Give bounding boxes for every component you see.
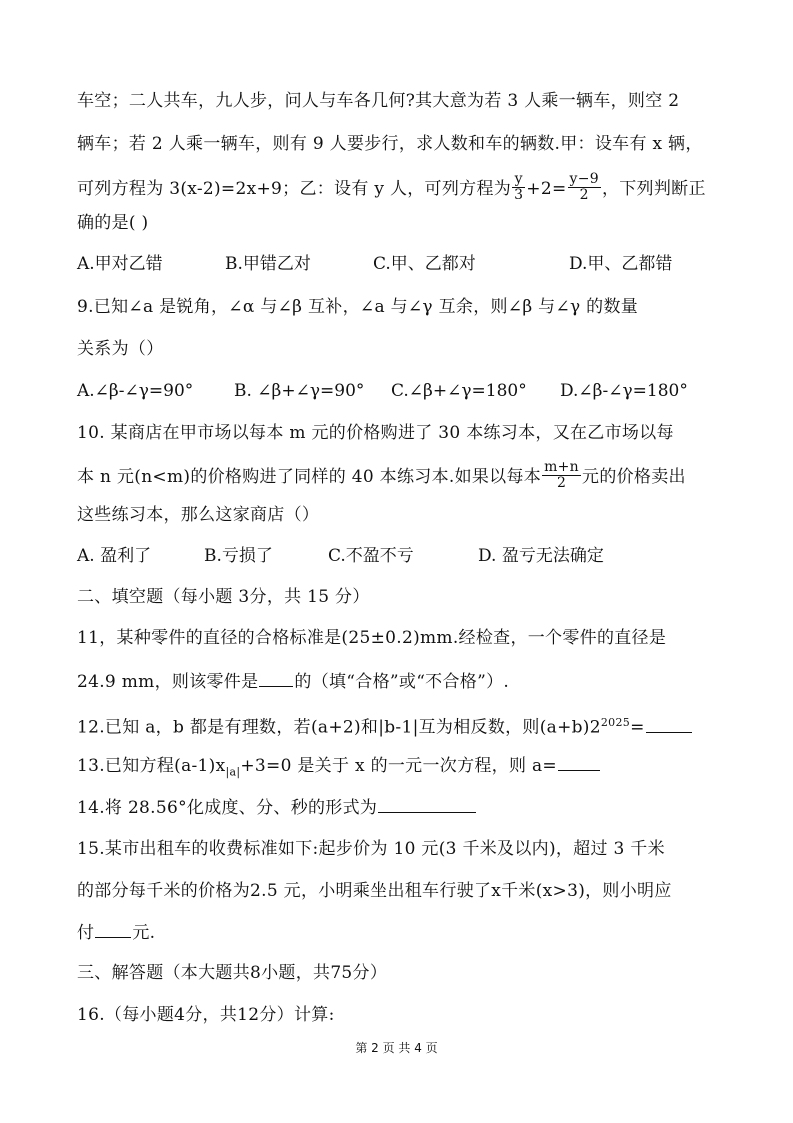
q11-answer-blank[interactable] — [259, 670, 293, 687]
q9-option-b: B. ∠β+∠γ=90° — [234, 381, 365, 401]
q15-answer-blank[interactable] — [95, 921, 131, 938]
q12-text-b: = — [630, 717, 645, 738]
q9-option-c: C.∠β+∠γ=180° — [391, 381, 527, 401]
q12-exponent: 2025 — [600, 716, 631, 729]
q10-line-2-text-b: 元的价格卖出 — [582, 467, 686, 487]
q8-option-a: A.甲对乙错 — [77, 254, 163, 274]
q12-answer-blank[interactable] — [646, 716, 692, 733]
q10-line-2 — [77, 459, 686, 493]
fraction-denominator: 2 — [579, 187, 589, 203]
page-footer: 第 2 页 共 4 页 — [355, 1041, 438, 1055]
q9-option-d: D.∠β-∠γ=180° — [560, 381, 688, 401]
q8-line-3 — [77, 171, 706, 205]
q8-fraction-y-minus-9-over-2 — [568, 172, 601, 203]
q10-line-3: 这些练习本，那么这家商店（） — [77, 505, 320, 525]
q10-option-d: D. 盈亏无法确定 — [478, 546, 604, 566]
q14-text: 14.将 28.56°化成度、分、秒的形式为 — [77, 798, 378, 818]
q15-line-3 — [77, 921, 155, 944]
section-2-heading: 二、填空题（每小题 3分，共 15 分） — [77, 587, 370, 607]
q12-text-a: 12.已知 a，b 都是有理数，若(a+2)和|b-1|互为相反数，则(a+b)2 — [77, 717, 601, 738]
q13-text-b: +3=0 是关于 x 的一元一次方程，则 a= — [240, 756, 557, 776]
q8-line-2: 辆车；若 2 人乘一辆车，则有 9 人要步行，求人数和车的辆数.甲：设车有 x 辆， — [77, 134, 703, 154]
q9-line-1: 9.已知∠a 是锐角，∠α 与∠β 互补，∠a 与∠γ 互余，则∠β 与∠γ 的数量 — [77, 297, 639, 317]
q13-answer-blank[interactable] — [558, 754, 600, 771]
q10-line-2-text-a: 本 n 元(n<m)的价格购进了同样的 40 本练习本.如果以每本 — [77, 467, 542, 487]
q11-line-2-text-b: 的（填“合格”或“不合格”）. — [294, 672, 510, 692]
q10-option-c: C.不盈不亏 — [328, 546, 414, 566]
q15-line-3-text-a: 付 — [77, 923, 95, 943]
section-3-heading: 三、解答题（本大题共8小题，共75分） — [77, 963, 388, 983]
fraction-numerator: y−9 — [569, 171, 599, 187]
q14-answer-blank[interactable] — [378, 796, 476, 813]
q10-fraction-m-plus-n-over-2 — [542, 460, 581, 491]
q12-line — [77, 712, 693, 739]
q14-line — [77, 796, 477, 819]
fraction-numerator: m+n — [544, 459, 580, 475]
fraction-denominator: 3 — [514, 187, 524, 203]
q15-line-3-text-b: 元. — [132, 923, 156, 943]
q9-option-a: A.∠β-∠γ=90° — [77, 381, 194, 401]
q11-line-2 — [77, 670, 509, 693]
q8-line-3-text-b: +2= — [526, 179, 567, 199]
q8-option-c: C.甲、乙都对 — [373, 254, 476, 274]
q13-subscript: |a| — [225, 765, 241, 779]
q10-option-a: A. 盈利了 — [77, 546, 152, 566]
q8-fraction-y-over-3 — [512, 172, 525, 203]
q9-line-2: 关系为（） — [77, 339, 164, 359]
q15-line-1: 15.某市出租车的收费标准如下:起步价为 10 元(3 千米及以内)，超过 3 千米 — [77, 839, 665, 859]
q16-line: 16.（每小题4分，共12分）计算: — [77, 1005, 335, 1025]
fraction-denominator: 2 — [556, 475, 567, 491]
q8-line-3-text-a: 可列方程为 3(x-2)=2x+9；乙：设有 y 人，可列方程为 — [77, 179, 512, 199]
fraction-numerator: y — [512, 172, 525, 188]
q8-line-4: 确的是( ) — [77, 213, 149, 233]
q10-option-b: B.亏损了 — [204, 546, 273, 566]
q8-line-1: 车空；二人共车，九人步，问人与车各几何?其大意为若 3 人乘一辆车，则空 2 — [77, 91, 680, 111]
q15-line-2: 的部分每千米的价格为2.5 元，小明乘坐出租车行驶了x千米(x>3)，则小明应 — [77, 881, 672, 901]
q8-line-3-text-c: ，下列判断正 — [601, 179, 706, 199]
q8-option-d: D.甲、乙都错 — [569, 254, 673, 274]
q13-text-a: 13.已知方程(a-1)x — [77, 756, 226, 776]
q11-line-2-text-a: 24.9 mm，则该零件是 — [77, 672, 259, 692]
q10-line-1: 10. 某商店在甲市场以每本 m 元的价格购进了 30 本练习本，又在乙市场以每 — [77, 423, 674, 443]
q8-option-b: B.甲错乙对 — [225, 254, 311, 274]
q11-line-1: 11，某种零件的直径的合格标准是(25±0.2)mm.经检查，一个零件的直径是 — [77, 628, 667, 648]
q13-line — [77, 754, 601, 783]
